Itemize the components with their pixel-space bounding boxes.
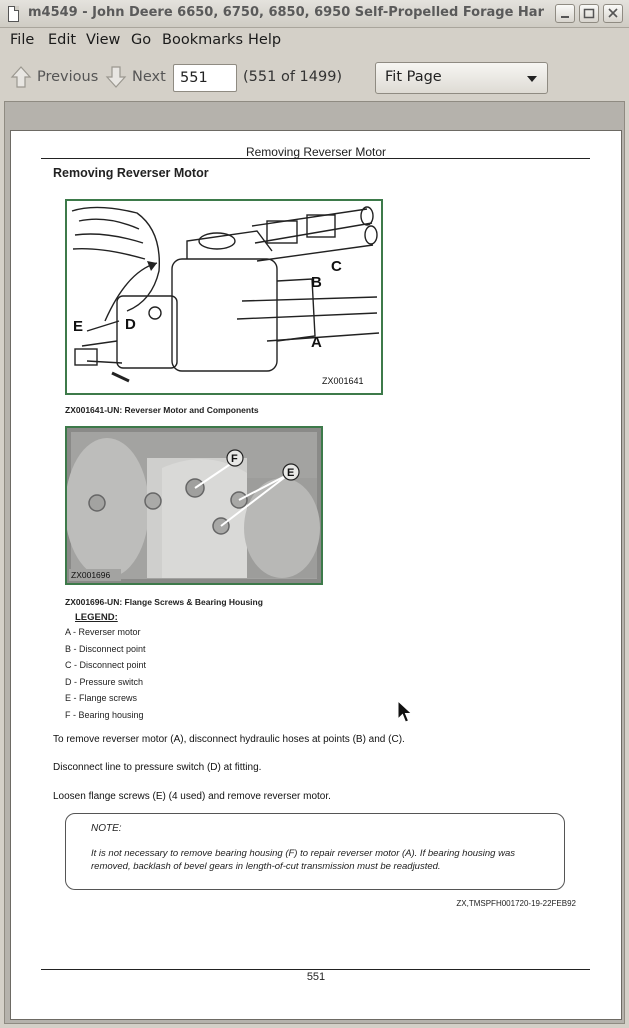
page-count: (551 of 1499) [243,69,343,85]
zoom-value: Fit Page [385,69,442,85]
note-text: It is not necessary to remove bearing housing (F) to repair reverser motor (A). If bearing housing was removed, backlash of bevel gears in length-of-cut transmission must be readjusted. [91,848,515,872]
figure1-id: ZX001641 [322,376,364,386]
previous-button[interactable] [10,63,98,91]
header-divider [41,158,590,159]
zoom-dropdown[interactable] [375,62,548,94]
callout-d: D [125,316,136,333]
toolbar [0,53,629,101]
next-label: Next [132,69,166,85]
chevron-down-icon [527,76,537,82]
figure2-caption: ZX001696-UN: Flange Screws & Bearing Housing [65,597,263,607]
callout-e: E [73,318,84,335]
footer-divider [41,969,590,970]
callout-e2: E [287,467,295,479]
callout-f: F [231,453,238,465]
section-title: Removing Reverser Motor [53,166,209,180]
note-label: NOTE: [91,823,122,834]
menu-view[interactable]: View [86,32,121,48]
document-icon [8,6,19,22]
next-button[interactable] [105,63,166,91]
document-viewer[interactable] [4,101,625,1024]
legend-item: F - Bearing housing [65,710,144,720]
document-reference: ZX,TMSPFH001720-19-22FEB92 [456,899,576,908]
document-page [10,130,622,1020]
legend-item: D - Pressure switch [65,677,144,687]
maximize-icon [580,5,598,22]
menu-go[interactable]: Go [131,32,152,48]
legend-item: E - Flange screws [65,693,138,703]
legend-item: C - Disconnect point [65,660,147,670]
minimize-icon [556,5,574,22]
footer-page-number: 551 [306,971,326,983]
legend-title: LEGEND: [75,612,118,623]
figure-flange-screws [65,426,323,585]
note-box [65,813,565,890]
page-number-input[interactable] [173,64,237,92]
menu-bar [0,28,629,53]
menu-edit[interactable]: Edit [48,32,77,48]
figure1-caption: ZX001641-UN: Reverser Motor and Components [65,405,259,415]
legend-item: A - Reverser motor [65,627,141,637]
instruction-paragraph: Loosen flange screws (E) (4 used) and remove reverser motor. [53,791,331,802]
menu-file[interactable]: File [10,32,35,48]
minimize-button[interactable] [555,4,575,23]
maximize-button[interactable] [579,4,599,23]
window-title: m4549 - John Deere 6650, 6750, 6850, 6950 Self-Propelled Forage Har [28,5,544,20]
menu-bookmarks[interactable]: Bookmarks [162,32,244,48]
callout-a: A [311,334,322,351]
mouse-pointer-icon [397,700,413,724]
callout-b: B [311,274,322,291]
callout-c: C [331,258,342,275]
previous-label: Previous [37,69,99,85]
arrow-down-icon [105,65,127,89]
figure2-id: ZX001696 [71,570,111,580]
menu-help[interactable]: Help [248,32,282,48]
flange-screws-photo [67,428,321,583]
instruction-paragraph: To remove reverser motor (A), disconnect hydraulic hoses at points (B) and (C). [53,734,405,745]
figure-reverser-motor [65,199,383,395]
close-icon [604,5,622,22]
arrow-up-icon [10,65,32,89]
close-button[interactable] [603,4,623,23]
reverser-motor-illustration [67,201,381,393]
legend-item: B - Disconnect point [65,644,146,654]
title-bar [0,0,629,28]
page-header-title: Removing Reverser Motor [245,145,387,159]
instruction-paragraph: Disconnect line to pressure switch (D) at fitting. [53,762,262,773]
